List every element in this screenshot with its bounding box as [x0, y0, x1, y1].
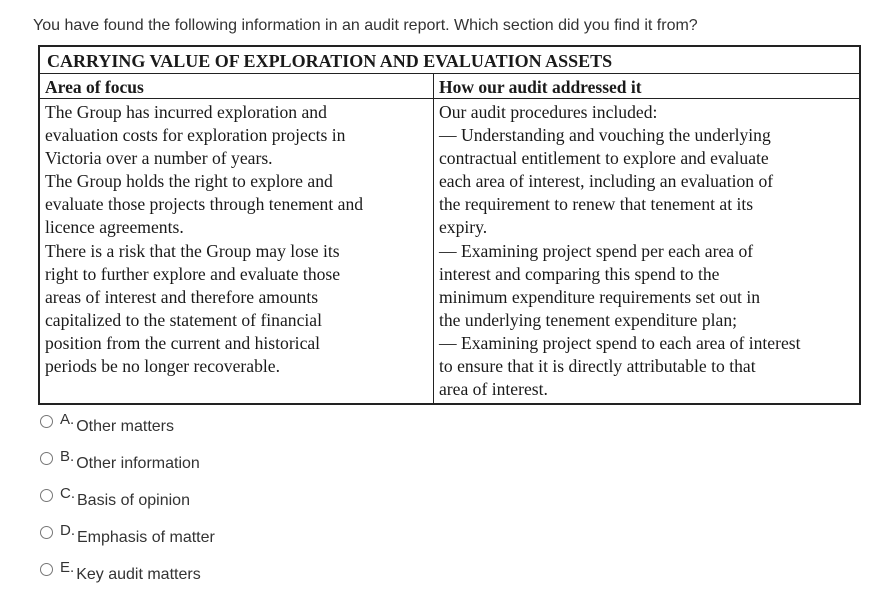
answer-options [40, 412, 215, 597]
table-line: The Group has incurred exploration and [45, 102, 327, 122]
table-columns [40, 74, 859, 403]
radio-button-a[interactable] [40, 415, 53, 428]
audit-response-column [434, 74, 859, 403]
table-line: minimum expenditure requirements set out in [439, 286, 761, 307]
radio-button-c[interactable] [40, 489, 53, 502]
area-of-focus-header: Area of focus [40, 74, 433, 99]
table-line: licence agreements. [45, 217, 184, 238]
table-line: the requirement to renew that tenement at its [439, 194, 754, 215]
table-line: evaluation costs for exploration projects in [45, 125, 346, 146]
table-line: to ensure that it is directly attributable to that [439, 356, 756, 377]
option-label[interactable]: Emphasis of matter [77, 529, 215, 546]
table-line: contractual entitlement to explore and evaluate [439, 148, 769, 169]
audit-response-body [434, 99, 859, 401]
option-letter: E. [60, 559, 75, 576]
table-line: each area of interest, including an evaluation of [439, 171, 774, 192]
option-label[interactable]: Basis of opinion [77, 492, 190, 509]
audit-report-table [38, 45, 861, 405]
radio-button-b[interactable] [40, 452, 53, 465]
option-letter: C. [60, 485, 75, 502]
table-line: position from the current and historical [45, 332, 321, 353]
table-line: evaluate those projects through tenement and [45, 194, 364, 215]
option-c[interactable] [40, 486, 215, 523]
table-title: CARRYING VALUE OF EXPLORATION AND EVALUATION ASSETS [40, 47, 859, 74]
table-line: — Examining project spend to each area of interest [439, 332, 801, 353]
option-d[interactable] [40, 523, 215, 560]
table-line: periods be no longer recoverable. [45, 356, 280, 377]
question-text: You have found the following information in an audit report. Which section did you find it from? [33, 17, 698, 34]
option-e[interactable] [40, 560, 215, 597]
radio-button-e[interactable] [40, 563, 53, 576]
table-line: capitalized to the statement of financial [45, 309, 322, 330]
area-of-focus-column [40, 74, 434, 403]
table-line: Victoria over a number of years. [45, 148, 273, 169]
option-label[interactable]: Other matters [76, 418, 174, 435]
table-line: areas of interest and therefore amounts [45, 286, 319, 307]
table-line: Our audit procedures included: [439, 102, 658, 122]
option-label[interactable]: Other information [76, 455, 200, 472]
table-line: expiry. [439, 217, 488, 238]
table-line: right to further explore and evaluate those [45, 263, 341, 284]
area-of-focus-body [40, 99, 433, 378]
option-b[interactable] [40, 449, 215, 486]
table-line: interest and comparing this spend to the [439, 263, 720, 284]
audit-response-header: How our audit addressed it [434, 74, 859, 99]
radio-button-d[interactable] [40, 526, 53, 539]
table-line: area of interest. [439, 379, 548, 400]
option-a[interactable] [40, 412, 215, 449]
table-line: The Group holds the right to explore and [45, 171, 333, 192]
table-line: There is a risk that the Group may lose its [45, 240, 340, 261]
option-letter: A. [60, 411, 75, 428]
table-line: — Examining project spend per each area of [439, 240, 754, 261]
table-line: — Understanding and vouching the underlying [439, 125, 771, 146]
table-line: the underlying tenement expenditure plan; [439, 309, 738, 330]
option-label[interactable]: Key audit matters [76, 566, 201, 583]
option-letter: D. [60, 522, 75, 539]
option-letter: B. [60, 448, 75, 465]
